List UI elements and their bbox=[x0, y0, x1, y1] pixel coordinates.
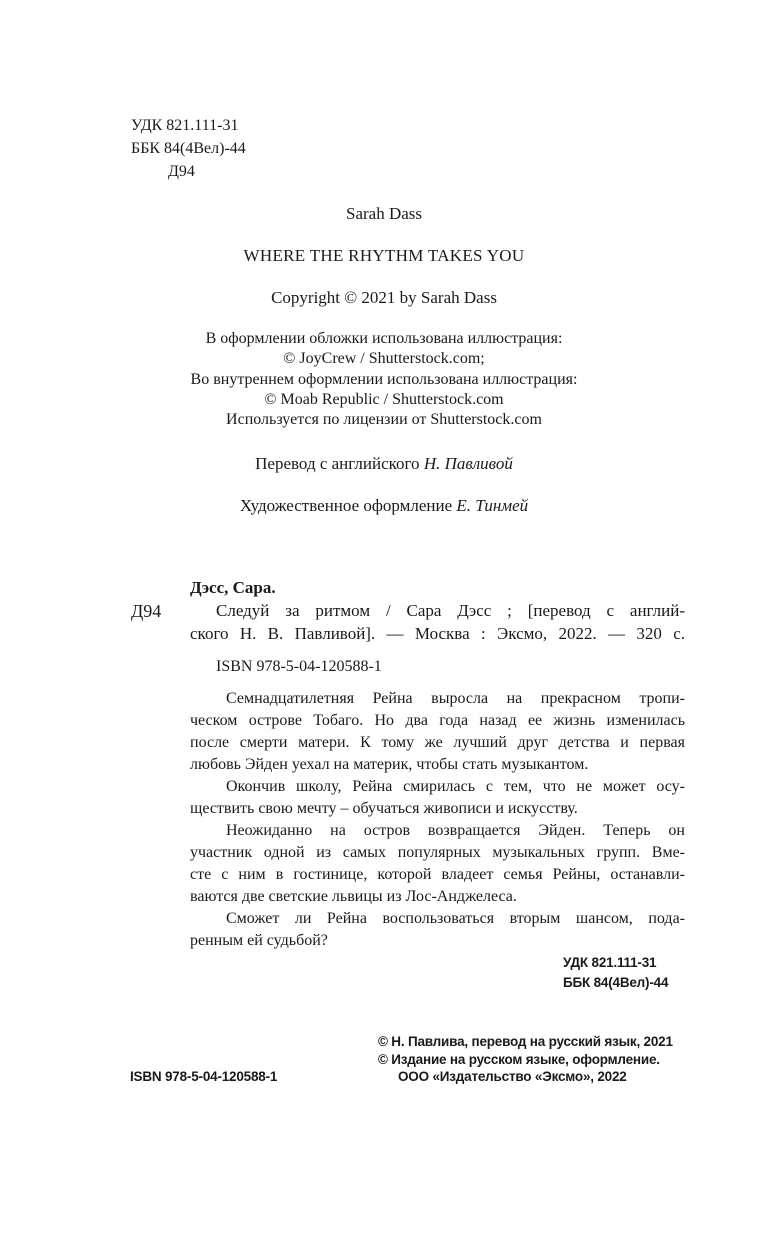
classification-udk: УДК 821.111-31 bbox=[563, 955, 657, 970]
footer-copyright-translation: © Н. Павлива, перевод на русский язык, 2021 bbox=[378, 1034, 673, 1049]
illustration-credit-line: © JoyCrew / Shutterstock.com; bbox=[283, 350, 485, 367]
annotation-line: любовь Эйден уехал на материк, чтобы стать музыкантом. bbox=[190, 756, 589, 773]
footer-publisher: ООО «Издательство «Эксмо», 2022 bbox=[398, 1069, 627, 1084]
translation-prefix: Перевод с английского bbox=[255, 454, 420, 473]
bibliographic-mark: Д94 bbox=[131, 601, 162, 621]
illustration-credit-line: Используется по лицензии от Shutterstock.com bbox=[226, 411, 542, 428]
annotation-line: Сможет ли Рейна воспользоваться вторым шансом, пода- bbox=[226, 910, 685, 927]
translator-name: Н. Павливой bbox=[423, 454, 513, 473]
footer-isbn: ISBN 978-5-04-120588-1 bbox=[130, 1069, 278, 1084]
bibliographic-line: ского Н. В. Павливой]. — Москва : Эксмо, 2022. — 320 с. bbox=[190, 624, 685, 643]
annotation-line: после смерти матери. К тому же лучший друг детства и первая bbox=[190, 734, 685, 751]
classification-bbk: ББК 84(4Вел)-44 bbox=[563, 975, 669, 990]
translation-credit bbox=[0, 453, 768, 475]
annotation-line: сте с ним в гостинице, которой владеет семья Рейны, останавли- bbox=[190, 866, 685, 883]
illustration-credit-line: Во внутреннем оформлении использована иллюстрация: bbox=[190, 371, 578, 388]
bibliographic-line: Следуй за ритмом / Сара Дэсс ; [перевод с англий- bbox=[216, 601, 685, 620]
design-credit bbox=[0, 495, 768, 517]
annotation-line: ваются две светские львицы из Лос-Анджелеса. bbox=[190, 888, 517, 905]
illustration-credit-line: © Moab Republic / Shutterstock.com bbox=[264, 391, 504, 408]
bibliographic-isbn: ISBN 978-5-04-120588-1 bbox=[216, 658, 382, 675]
annotation bbox=[190, 688, 685, 952]
annotation-line: Семнадцатилетняя Рейна выросла на прекрасном тропи- bbox=[226, 690, 685, 707]
annotation-line: ренным ей судьбой? bbox=[190, 932, 328, 949]
annotation-line: участник одной из самых популярных музыкальных групп. Вме- bbox=[190, 844, 685, 861]
footer-copyright-edition: © Издание на русском языке, оформление. bbox=[378, 1052, 660, 1067]
annotation-line: Окончив школу, Рейна смирилась с тем, что не может осу- bbox=[226, 778, 685, 795]
annotation-line: ществить свою мечту – обучаться живописи и искусству. bbox=[190, 800, 578, 817]
original-copyright: Copyright © 2021 by Sarah Dass bbox=[271, 288, 497, 307]
bibliographic-heading: Дэсс, Сара. bbox=[190, 578, 276, 597]
original-title: WHERE THE RHYTHM TAKES YOU bbox=[243, 246, 525, 265]
annotation-line: ческом острове Тобаго. Но два года назад ее жизнь изменилась bbox=[190, 712, 685, 729]
original-author: Sarah Dass bbox=[345, 204, 422, 223]
author-mark: Д94 bbox=[168, 163, 195, 180]
designer-name: Е. Тинмей bbox=[456, 496, 529, 515]
bbk-code: ББК 84(4Вел)-44 bbox=[131, 140, 246, 157]
illustration-credit-line: В оформлении обложки использована иллюстрация: bbox=[205, 330, 563, 347]
design-prefix: Художественное оформление bbox=[239, 496, 453, 515]
annotation-line: Неожиданно на остров возвращается Эйден. Теперь он bbox=[226, 822, 685, 839]
udk-code: УДК 821.111-31 bbox=[131, 117, 239, 134]
